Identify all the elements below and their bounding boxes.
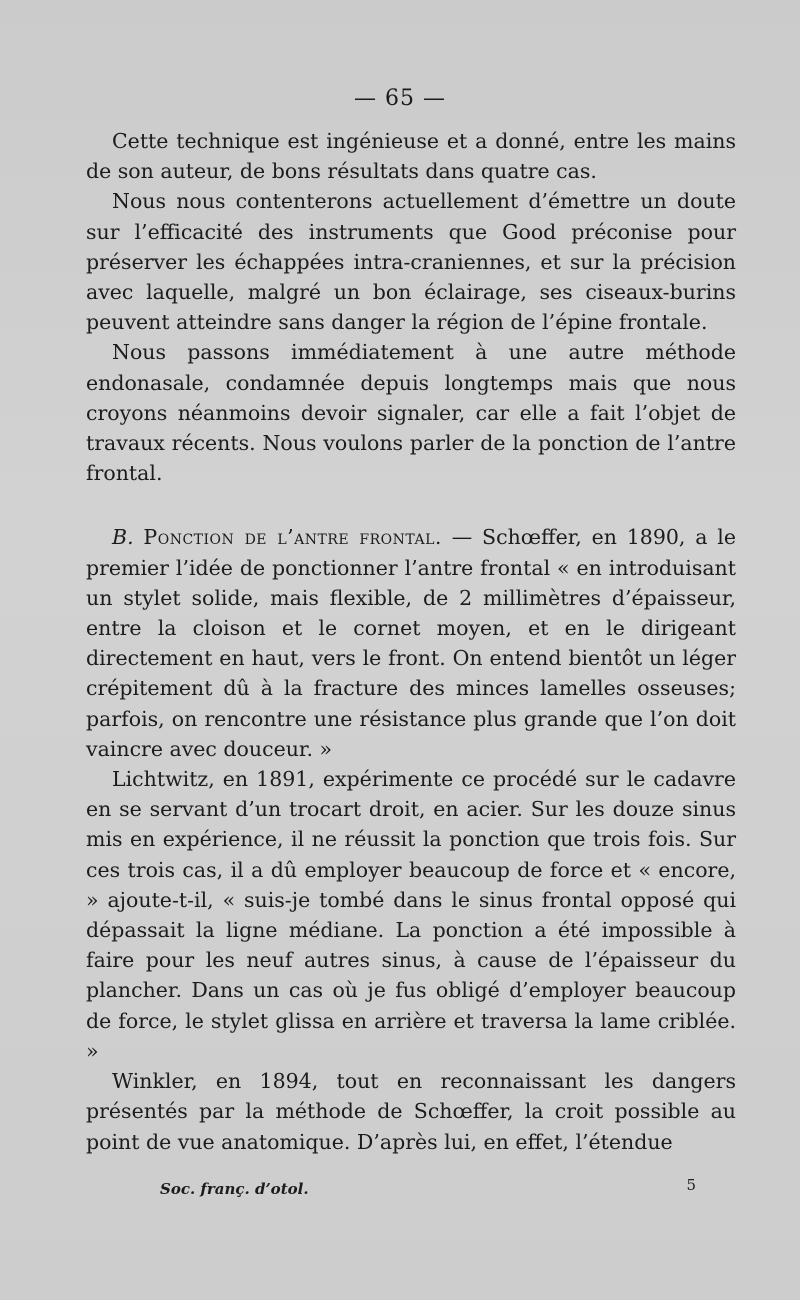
paragraph: Lichtwitz, en 1891, expérimente ce procédé sur le cadavre en se servant d’un trocart droit, en acier. Sur les douze sinus mis en expérience, il ne réussit la ponction que trois fois. Sur ces trois cas, il a dû employer beaucoup de force et « encore, » ajoute-t-il, « suis-je tombé dans le sinus frontal opposé qui dépassait la ligne médiane. La ponction a été impossible à faire pour les neuf autres sinus, à cause de l’épaisseur du plancher. Dans un cas où je fus obligé d’employer beaucoup de force, le stylet glissa en arrière et traversa la lame criblée. » [86,767,736,1063]
paragraph: Winkler, en 1894, tout en reconnaissant les dangers présentés par la méthode de Schœffer, la croit possible au point de vue anatomique. D’après lui, en effet, l’étendue [86,1069,736,1154]
section-heading: Ponction de l’antre frontal. [143,525,442,550]
paragraph: Nous nous contenterons actuellement d’émettre un doute sur l’efficacité des instruments que Good préconise pour préserver les échappées intra-craniennes, et sur la précision avec laquelle, malgré un bon éclairage, ses ciseaux-burins peuvent atteindre sans danger la région de l’épine frontale. [86,189,736,335]
section-text: — Schœffer, en 1890, a le premier l’idée de ponctionner l’antre frontal « en introduisant un stylet solide, mais flexible, de 2 millimètres d’épaisseur, entre la cloison et le cornet moyen, et en le dirigeant directement en haut, vers le front. On entend bientôt un léger crépitement dû à la fracture des minces lamelles osseuses; parfois, on rencontre une résistance plus grande que l’on doit vaincre avec douceur. » [86,525,736,761]
section-paragraph [86,522,736,764]
signature-mark: Soc. franç. d’otol. [160,1180,309,1198]
section-letter: B. [112,525,134,550]
sheet-number: 5 [686,1176,696,1194]
paragraph: Cette technique est ingénieuse et a donné, entre les mains de son auteur, de bons résultats dans quatre cas. [86,129,736,184]
body-text [86,126,736,1157]
paragraph: Nous passons immédiatement à une autre méthode endonasale, condamnée depuis longtemps mais que nous croyons néanmoins devoir signaler, car elle a fait l’objet de travaux récents. Nous voulons parler de la ponction de l’antre frontal. [86,340,736,486]
page-number: — 65 — [354,86,446,111]
